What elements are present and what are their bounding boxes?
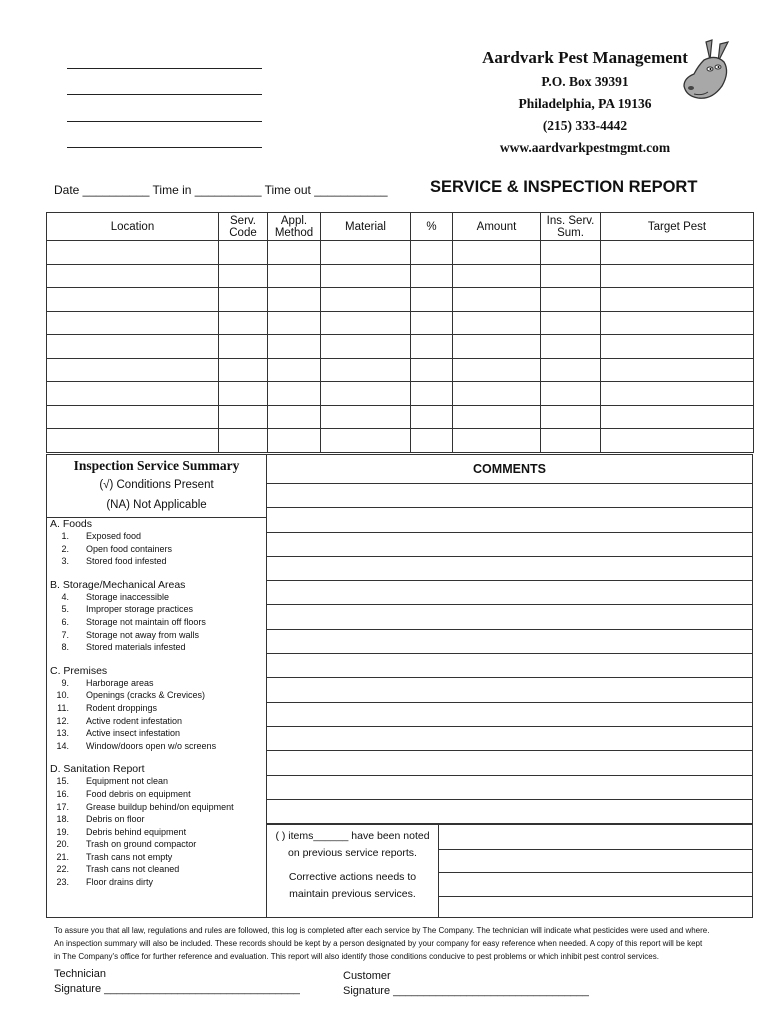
table-cell[interactable]	[47, 288, 219, 312]
summary-item[interactable]	[47, 616, 266, 629]
summary-item[interactable]	[47, 788, 266, 801]
summary-item-number: 5.	[61, 604, 69, 615]
summary-item-number: 14.	[56, 740, 69, 751]
summary-item-label: Exposed food	[86, 531, 142, 541]
table-cell[interactable]	[453, 311, 541, 335]
summary-item[interactable]	[47, 543, 266, 556]
table-cell[interactable]	[541, 241, 601, 265]
report-title: SERVICE & INSPECTION REPORT	[430, 178, 698, 196]
notes-line[interactable]	[439, 849, 752, 873]
table-cell[interactable]	[541, 335, 601, 359]
summary-section-heading: B. Storage/Mechanical Areas	[50, 578, 186, 591]
summary-item-number: 20.	[56, 839, 69, 850]
company-website: www.aardvarkpestmgmt.com	[499, 140, 671, 155]
legend-not-applicable: (NA) Not Applicable	[106, 499, 207, 511]
summary-item-number: 4.	[61, 591, 69, 602]
footer-line-1: To assure you that all law, regulations and rules are followed, this log is completed after each service by The Company. The technician will indicate what pesticides were used and where.	[54, 926, 710, 935]
summary-item-number: 6.	[61, 616, 69, 627]
table-cell[interactable]	[268, 241, 321, 265]
summary-item-label: Floor drains dirty	[86, 877, 154, 888]
table-cell[interactable]	[541, 405, 601, 429]
column-header	[541, 213, 601, 241]
summary-item[interactable]	[47, 775, 266, 788]
table-cell[interactable]	[541, 358, 601, 382]
address-line-1[interactable]	[67, 68, 262, 69]
table-row	[47, 405, 754, 429]
table-cell[interactable]	[47, 358, 219, 382]
comment-line[interactable]	[267, 799, 752, 823]
comment-line[interactable]	[267, 556, 752, 580]
table-cell[interactable]	[219, 241, 268, 265]
column-header-text: Location	[110, 220, 155, 233]
comment-line[interactable]	[267, 604, 752, 628]
technician-signature-line[interactable]: Signature ________________________________	[54, 983, 300, 995]
column-header-text: Appl.	[280, 214, 308, 227]
summary-item-label: Trash on ground compactor	[86, 839, 197, 850]
comment-line[interactable]	[267, 750, 752, 774]
table-cell[interactable]	[219, 358, 268, 382]
summary-item-label: Storage not away from walls	[86, 629, 200, 640]
summary-item-number: 22.	[56, 864, 69, 875]
summary-item-label: Debris behind equipment	[86, 826, 187, 837]
table-cell[interactable]	[321, 358, 411, 382]
table-cell[interactable]	[541, 382, 601, 406]
summary-item-label: Grease buildup behind/on equipment	[86, 801, 234, 812]
comment-line[interactable]	[267, 629, 752, 653]
comments-area	[267, 454, 753, 824]
legend-present: (√) Conditions Present	[99, 479, 214, 491]
table-cell[interactable]	[219, 311, 268, 335]
customer-signature-line[interactable]: Signature ________________________________	[343, 985, 589, 997]
footer-line-2: An inspection summary will also be included. These records should be kept by a person designated by your company for easy reference when needed. A copy of this report will be kept	[54, 939, 703, 949]
table-cell[interactable]	[268, 382, 321, 406]
inspection-summary	[46, 454, 267, 918]
summary-item-number: 18.	[56, 814, 69, 825]
summary-item[interactable]	[47, 851, 266, 864]
summary-item-label: Active rodent infestation	[86, 715, 183, 726]
technician-label: Technician	[54, 968, 106, 980]
column-header	[321, 213, 411, 241]
table-row	[47, 382, 754, 406]
summary-section-heading: D. Sanitation Report	[50, 763, 145, 776]
company-city: Philadelphia, PA 19136	[518, 96, 652, 111]
table-cell[interactable]	[453, 241, 541, 265]
summary-item[interactable]	[47, 838, 266, 851]
table-row	[47, 335, 754, 359]
summary-item-label: Food debris on equipment	[86, 788, 191, 799]
summary-item-number: 13.	[56, 728, 69, 739]
summary-item-number: 9.	[61, 677, 69, 688]
summary-section-heading: C. Premises	[50, 664, 108, 677]
comment-line[interactable]	[267, 653, 752, 677]
summary-item[interactable]	[47, 689, 266, 702]
summary-item-label: Equipment not clean	[86, 776, 169, 787]
summary-item-label: Rodent droppings	[86, 702, 158, 713]
table-cell[interactable]	[601, 382, 754, 406]
table-cell[interactable]	[411, 358, 453, 382]
table-cell[interactable]	[541, 429, 601, 453]
table-cell[interactable]	[541, 288, 601, 312]
table-cell[interactable]	[321, 429, 411, 453]
table-cell[interactable]	[47, 405, 219, 429]
summary-item[interactable]	[47, 813, 266, 826]
table-cell[interactable]	[541, 264, 601, 288]
table-cell[interactable]	[268, 288, 321, 312]
table-header-row	[47, 213, 754, 241]
summary-item-number: 3.	[61, 556, 69, 567]
notes-line-1[interactable]: ( ) items______ have been noted	[275, 830, 430, 842]
table-cell[interactable]	[411, 264, 453, 288]
comment-line[interactable]	[267, 532, 752, 556]
column-header-text: Method	[274, 226, 314, 239]
summary-item[interactable]	[47, 826, 266, 839]
table-cell[interactable]	[47, 241, 219, 265]
table-cell[interactable]	[321, 405, 411, 429]
date-time-line[interactable]: Date __________ Time in __________ Time out ___________	[54, 183, 388, 197]
summary-item-number: 11.	[57, 702, 69, 713]
table-cell[interactable]	[411, 288, 453, 312]
summary-item-label: Improper storage practices	[86, 604, 194, 615]
summary-item-label: Open food containers	[86, 543, 173, 554]
summary-item[interactable]	[47, 863, 266, 876]
table-cell[interactable]	[321, 288, 411, 312]
footer-line-3: in The Company's office for further reference and evaluation. This report will also identify those conditions conducive to pest problems or which inhibit pest control services.	[54, 952, 659, 962]
table-cell[interactable]	[219, 288, 268, 312]
summary-item-label: Window/doors open w/o screens	[86, 740, 217, 751]
table-row	[47, 264, 754, 288]
table-cell[interactable]	[219, 382, 268, 406]
summary-item[interactable]	[47, 801, 266, 814]
table-cell[interactable]	[601, 405, 754, 429]
table-cell[interactable]	[47, 382, 219, 406]
summary-item-number: 15.	[56, 776, 69, 787]
table-cell[interactable]	[601, 335, 754, 359]
comment-line[interactable]	[267, 726, 752, 750]
comment-line[interactable]	[267, 702, 752, 726]
column-header	[47, 213, 219, 241]
column-header	[453, 213, 541, 241]
table-cell[interactable]	[47, 335, 219, 359]
summary-item-label: Trash cans not cleaned	[86, 864, 180, 875]
table-cell[interactable]	[453, 358, 541, 382]
summary-item-number: 7.	[61, 629, 69, 640]
table-cell[interactable]	[453, 429, 541, 453]
table-cell[interactable]	[268, 358, 321, 382]
comment-line[interactable]	[267, 775, 752, 799]
summary-item-label: Storage inaccessible	[86, 591, 170, 602]
technician-signature[interactable]	[54, 967, 300, 997]
table-row	[47, 358, 754, 382]
summary-item-number: 16.	[56, 788, 69, 799]
table-cell[interactable]	[411, 335, 453, 359]
footer-text	[54, 924, 734, 964]
comment-line[interactable]	[267, 580, 752, 604]
summary-item-label: Stored food infested	[86, 556, 167, 567]
column-header-text: %	[426, 220, 437, 233]
summary-item[interactable]	[47, 555, 266, 568]
column-header-text: Ins. Serv.	[546, 214, 595, 227]
table-row	[47, 311, 754, 335]
summary-item-label: Trash cans not empty	[86, 851, 173, 862]
comment-line[interactable]	[267, 507, 752, 531]
table-cell[interactable]	[321, 241, 411, 265]
table-cell[interactable]	[321, 311, 411, 335]
notes-line[interactable]	[439, 872, 752, 896]
summary-item-number: 12.	[56, 715, 69, 726]
notes-line-2: on previous service reports.	[288, 847, 417, 859]
summary-item[interactable]	[47, 727, 266, 740]
table-cell[interactable]	[268, 311, 321, 335]
service-table	[46, 212, 754, 453]
column-header-text: Amount	[476, 220, 517, 233]
column-header-text: Target Pest	[647, 220, 707, 233]
table-cell[interactable]	[219, 429, 268, 453]
column-header	[601, 213, 754, 241]
column-header	[268, 213, 321, 241]
summary-section-heading: A. Foods	[50, 518, 93, 530]
table-cell[interactable]	[321, 382, 411, 406]
table-cell[interactable]	[219, 405, 268, 429]
column-header-text: Material	[345, 220, 386, 233]
summary-item[interactable]	[47, 740, 266, 753]
table-cell[interactable]	[453, 405, 541, 429]
company-po-box: P.O. Box 39391	[541, 74, 629, 89]
table-row	[47, 241, 754, 265]
table-cell[interactable]	[411, 382, 453, 406]
column-header-text: Serv.	[230, 214, 256, 227]
table-cell[interactable]	[411, 405, 453, 429]
summary-item[interactable]	[47, 629, 266, 642]
summary-item[interactable]	[47, 702, 266, 715]
table-cell[interactable]	[453, 382, 541, 406]
customer-signature[interactable]	[343, 969, 589, 999]
table-cell[interactable]	[47, 429, 219, 453]
column-header-text: Sum.	[557, 226, 584, 239]
summary-item-label: Openings (cracks & Crevices)	[86, 690, 206, 701]
table-cell[interactable]	[601, 429, 754, 453]
table-cell[interactable]	[453, 335, 541, 359]
summary-item[interactable]	[47, 603, 266, 616]
comment-line[interactable]	[267, 677, 752, 701]
table-cell[interactable]	[601, 311, 754, 335]
summary-item[interactable]	[47, 530, 266, 543]
summary-item-number: 10.	[56, 690, 69, 701]
table-cell[interactable]	[601, 264, 754, 288]
company-phone: (215) 333-4442	[542, 118, 628, 133]
table-cell[interactable]	[268, 335, 321, 359]
notes-right-lines	[439, 824, 753, 918]
column-header	[219, 213, 268, 241]
table-cell[interactable]	[453, 264, 541, 288]
comments-title: COMMENTS	[473, 462, 546, 476]
table-cell[interactable]	[601, 288, 754, 312]
table-row	[47, 288, 754, 312]
summary-item-label: Active insect infestation	[86, 728, 181, 739]
column-header-text: Code	[229, 226, 257, 239]
address-line-3[interactable]	[67, 121, 262, 122]
summary-item-number: 21.	[56, 851, 69, 862]
notes-line[interactable]	[439, 896, 752, 920]
company-header	[460, 48, 710, 156]
table-cell[interactable]	[321, 264, 411, 288]
notes-line-4: maintain previous services.	[289, 888, 416, 900]
table-cell[interactable]	[321, 335, 411, 359]
summary-item-number: 1.	[61, 531, 69, 541]
address-line-4[interactable]	[67, 147, 262, 148]
table-cell[interactable]	[219, 264, 268, 288]
comment-line[interactable]	[267, 483, 752, 507]
summary-item-number: 8.	[61, 642, 69, 653]
table-cell[interactable]	[268, 429, 321, 453]
summary-item[interactable]	[47, 591, 266, 604]
table-cell[interactable]	[453, 288, 541, 312]
table-cell[interactable]	[411, 241, 453, 265]
summary-item-number: 17.	[56, 801, 69, 812]
customer-label: Customer	[343, 970, 391, 982]
donkey-logo-icon	[676, 38, 732, 104]
column-header	[411, 213, 453, 241]
summary-item[interactable]	[47, 715, 266, 728]
table-row	[47, 429, 754, 453]
address-line-2[interactable]	[67, 94, 262, 95]
table-cell[interactable]	[601, 358, 754, 382]
table-cell[interactable]	[268, 264, 321, 288]
summary-item-label: Stored materials infested	[86, 642, 186, 653]
summary-item-label: Harborage areas	[86, 677, 154, 688]
table-cell[interactable]	[541, 311, 601, 335]
summary-item-label: Storage not maintain off floors	[86, 616, 206, 627]
notes-line[interactable]	[439, 825, 752, 849]
summary-item[interactable]	[47, 641, 266, 654]
table-cell[interactable]	[268, 405, 321, 429]
summary-item-number: 19.	[56, 826, 69, 837]
table-cell[interactable]	[601, 241, 754, 265]
table-cell[interactable]	[47, 311, 219, 335]
summary-item-number: 23.	[56, 877, 69, 888]
summary-title: Inspection Service Summary	[73, 458, 240, 473]
table-cell[interactable]	[47, 264, 219, 288]
company-name: Aardvark Pest Management	[482, 48, 688, 67]
table-cell[interactable]	[411, 429, 453, 453]
table-cell[interactable]	[219, 335, 268, 359]
summary-item[interactable]	[47, 677, 266, 690]
summary-item[interactable]	[47, 876, 266, 889]
table-cell[interactable]	[411, 311, 453, 335]
summary-item-label: Debris on floor	[86, 814, 145, 825]
previous-notes-box	[267, 824, 439, 918]
notes-line-3: Corrective actions needs to	[288, 871, 417, 883]
summary-sections	[47, 518, 266, 889]
summary-item-number: 2.	[61, 543, 69, 554]
